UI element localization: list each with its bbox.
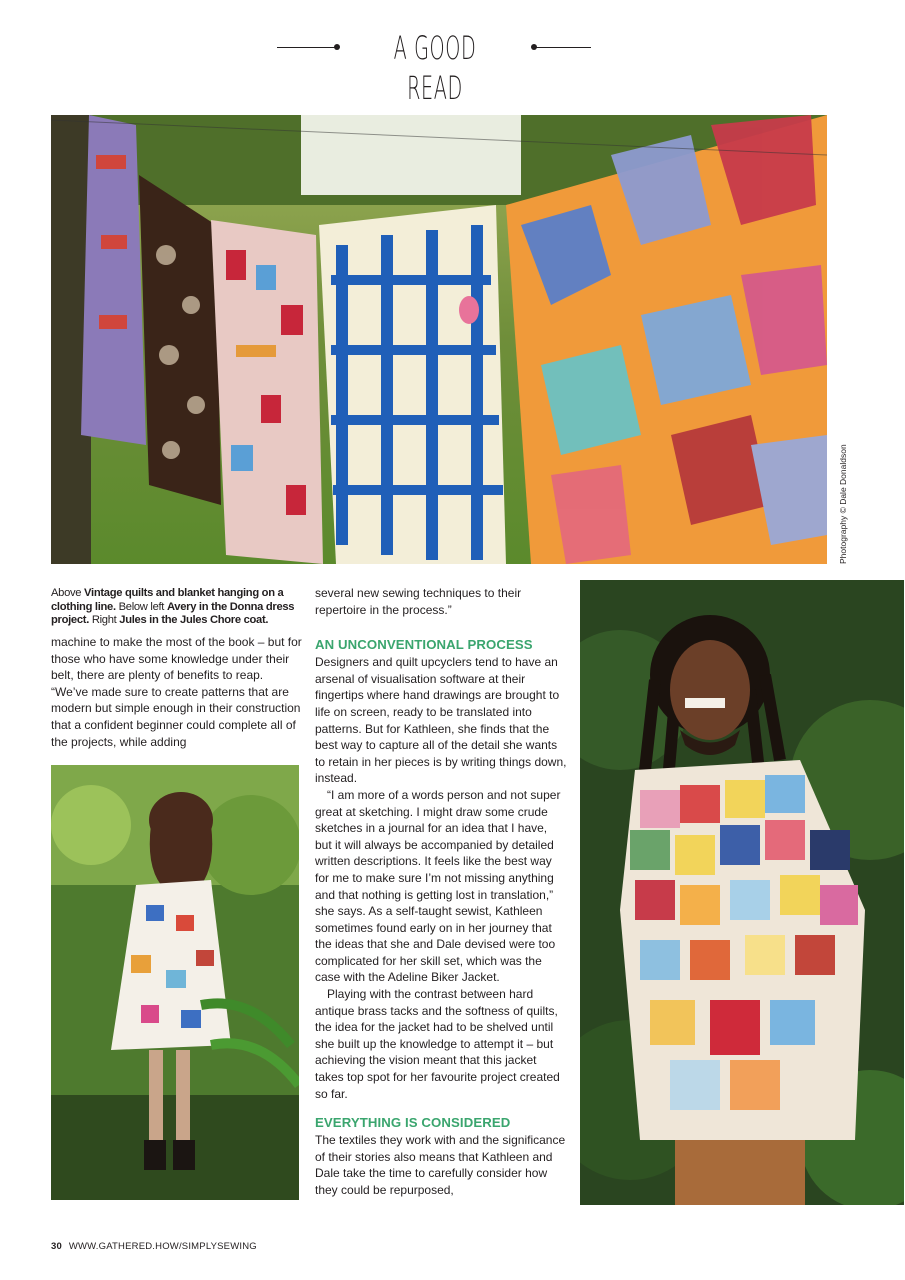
caption-above-label: Above	[51, 587, 82, 599]
caption-right-label: Right	[91, 614, 117, 626]
header-dot-left	[334, 44, 340, 50]
body-column-2	[315, 585, 567, 1199]
body-paragraph: machine to make the most of the book – but for those who have some knowledge under their belt, there are plenty of benefits to reap. “We’ve made sure to create patterns that are modern but simple enough in their construction that a confident beginner could complete all of the projects, while adding	[51, 635, 302, 749]
header-rule-right	[533, 47, 591, 48]
page-number: 30	[51, 1241, 62, 1252]
body-column-1	[51, 634, 303, 750]
section-title: A GOOD READ	[393, 29, 477, 107]
subheading-unconventional-process: AN UNCONVENTIONAL PROCESS	[315, 637, 533, 653]
hero-photo-quilts-on-line	[51, 115, 827, 564]
footer-url[interactable]: WWW.GATHERED.HOW/SIMPLYSEWING	[68, 1241, 257, 1252]
photo-jules-chore-coat	[580, 580, 904, 1205]
photo-credit: Photography © Dale Donaldson	[838, 444, 848, 564]
body-paragraph: The textiles they work with and the significance of their stories also means that Kathleen and Dale take the time to carefully consider how they could be repurposed,	[315, 1133, 566, 1197]
header-rule-left	[277, 47, 337, 48]
caption-below-left-label: Below left	[118, 600, 165, 613]
body-paragraph: Playing with the contrast between hard antique brass tacks and the softness of quilts, the idea for the jacket had to be shelved until she built up the knowledge to attempt it – but achieving the vision meant that this jacket takes top spot for her favourite project created so far.	[315, 987, 560, 1101]
subheading-everything-is-considered: EVERYTHING IS CONSIDERED	[315, 1115, 511, 1131]
body-paragraph: several new sewing techniques to their repertoire in the process.”	[315, 586, 522, 617]
caption-below-left-text: Avery in the Donna dress project.	[51, 600, 295, 626]
photo-avery-donna-dress	[51, 765, 299, 1200]
photo-caption	[51, 587, 299, 628]
caption-above-text: Vintage quilts and blanket hanging on a clothing line.	[51, 587, 284, 613]
page-header	[0, 28, 905, 107]
body-paragraph: “I am more of a words person and not super great at sketching. I might draw some crude sketches in a journal for an idea that I have, but it will always be accompanied by detailed written descriptions. It feels like the best way for me to make sure I’m not missing anything and that nothing is getting lost in translation,” she says. As a self-taught sewist, Kathleen sometimes found early on in her journey that the ideas that she and Dale devised were too complicated for her skill set, which was the case with the Adeline Biker Jacket.	[315, 787, 561, 985]
caption-right-text: Jules in the Jules Chore coat.	[119, 614, 269, 626]
page-footer	[51, 1241, 257, 1252]
body-paragraph: Designers and quilt upcyclers tend to have an arsenal of visualisation software at their fingertips where hand drawings are brought to life on screen, ready to be translated into patterns. But for Kathleen, she finds that the best way to capture all of the detail she wants to retain in her pieces is by writing things down, instead.	[315, 655, 567, 786]
